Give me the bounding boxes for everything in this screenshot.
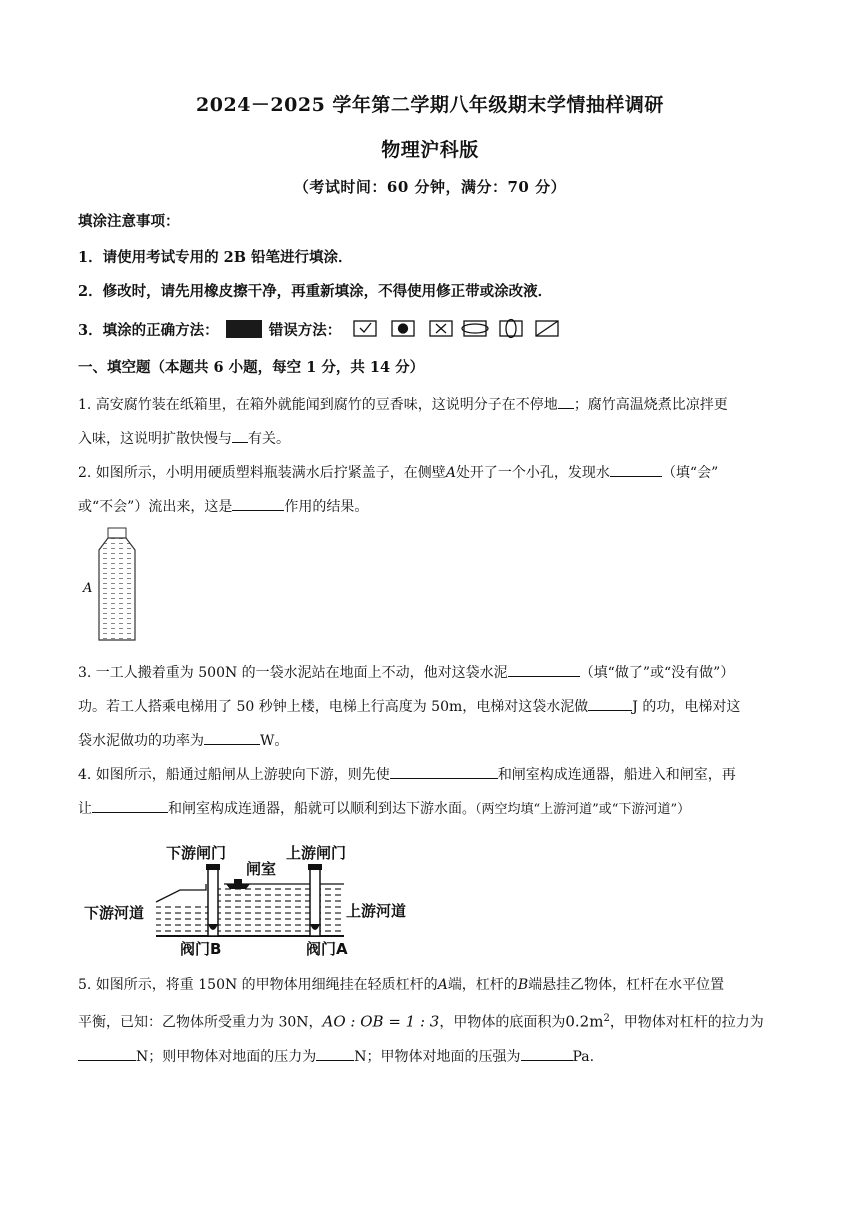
bottle-point-a-label: A <box>83 581 93 596</box>
q4-text-5: 。（两空均填“上游河道”或“下游河道”） <box>462 802 691 817</box>
wrong-fill-samples <box>352 318 582 340</box>
q5-point-a: A <box>437 977 448 993</box>
q1-text-2: ；腐竹高温烧煮比凉拌更 <box>573 397 728 413</box>
q5-area-exp: 2 <box>603 1013 610 1024</box>
q1-text-3: 入味，这说明扩散快慢与 <box>78 431 232 447</box>
exam-subtitle: 物理沪科版 <box>381 139 479 161</box>
q5-blank-3[interactable] <box>521 1042 573 1061</box>
q5-text-8: N；甲物体对地面的压强为 <box>354 1048 521 1065</box>
q4-text-3: 让 <box>78 801 92 817</box>
question-3 <box>78 656 788 758</box>
correct-fill-sample <box>226 320 262 338</box>
ship <box>226 884 250 889</box>
q5-text-6: ，甲物体对杠杆的拉力为 <box>609 1014 764 1031</box>
label-lower-gate: 下游闸门 <box>166 844 227 862</box>
section-1-heading: 一、填空题（本题共 6 小题，每空 1 分，共 14 分） <box>78 359 425 376</box>
exam-info: （考试时间：60 分钟，满分：70 分） <box>293 178 567 196</box>
q5-text-2: 端，杠杆的 <box>447 977 518 993</box>
question-2 <box>78 456 788 524</box>
chamber-water <box>216 884 312 936</box>
q3-text-3: 功。若工人搭乘电梯用了 50 秒钟上楼，电梯上行高度为 50m，电梯对这袋水泥做 <box>78 699 589 715</box>
q1-blank-1[interactable] <box>558 390 574 409</box>
bottle-cap <box>108 528 126 538</box>
label-upper-gate: 上游闸门 <box>286 844 347 862</box>
q1-text-4: 有关。 <box>248 431 290 447</box>
q2-text-5: 作用的结果。 <box>284 499 369 515</box>
label-lower-river: 下游河道 <box>84 904 145 922</box>
exam-title: 2024－2025 学年第二学期八年级期末学情抽样调研 <box>196 94 664 116</box>
q3-text-6: W。 <box>260 733 289 749</box>
q3-blank-3[interactable] <box>204 726 260 745</box>
question-5 <box>78 968 788 1074</box>
q3-text-4: J 的功，电梯对这 <box>632 699 741 715</box>
label-valve-a: 阀门A <box>306 940 348 958</box>
q5-text-5: ，甲物体的底面积为 <box>439 1014 566 1031</box>
q5-point-b: B <box>517 977 529 993</box>
question-4 <box>78 758 788 827</box>
q4-text-2: 和闸室构成连通器，船进入和闸室，再 <box>497 767 736 783</box>
lower-gate-cap <box>206 864 220 870</box>
q3-blank-2[interactable] <box>588 692 632 711</box>
ship-cabin <box>234 879 242 884</box>
q2-text-1: 2. 如图所示，小明用硬质塑料瓶装满水后拧紧盖子，在侧壁 <box>78 465 446 481</box>
q4-blank-2[interactable] <box>92 794 168 813</box>
q1-text-1: 1. 高安腐竹装在纸箱里，在箱外就能闻到腐竹的豆香味，这说明分子在不停地 <box>78 397 558 413</box>
note-item-3-label: 3．填涂的正确方法： <box>78 322 219 339</box>
ship-lock-figure <box>84 838 424 962</box>
q2-blank-2[interactable] <box>232 492 284 511</box>
q2-text-3: （填“会” <box>661 465 719 481</box>
note-item-3-wrong: 错误方法： <box>268 322 342 339</box>
label-chamber: 闸室 <box>246 860 277 878</box>
q5-text-3: 端悬挂乙物体，杠杆在水平位置 <box>528 977 725 993</box>
q2-text-2: 处开了一个小孔，发现水 <box>455 465 610 481</box>
q3-blank-1[interactable] <box>508 658 580 677</box>
q3-text-2: （填“做了”或“没有做”） <box>579 665 735 681</box>
q5-text-7: N；则甲物体对地面的压力为 <box>136 1048 317 1065</box>
q3-text-1: 3. 一工人搬着重为 500N 的一袋水泥站在地面上不动，他对这袋水泥 <box>78 665 508 681</box>
note-item-1: 1．请使用考试专用的 2B 铅笔进行填涂． <box>78 249 353 266</box>
q5-text-4: 平衡，已知：乙物体所受重力为 30N， <box>78 1014 323 1031</box>
lower-bank <box>156 884 206 902</box>
label-valve-b: 阀门B <box>180 940 222 958</box>
bottle-body <box>99 538 135 640</box>
q5-text-1: 5. 如图所示，将重 150N 的甲物体用细绳挂在轻质杠杆的 <box>78 977 438 993</box>
label-upper-river: 上游河道 <box>346 902 407 920</box>
q3-text-5: 袋水泥做功的功率为 <box>78 733 204 749</box>
q5-blank-1[interactable] <box>78 1042 136 1061</box>
lower-river-water <box>156 902 216 936</box>
q1-blank-2[interactable] <box>232 424 248 443</box>
q5-ratio: AO : OB = 1 : 3 <box>322 1012 440 1031</box>
q5-area: 0.2m <box>565 1012 604 1031</box>
bottle-figure <box>78 526 158 646</box>
q2-point-a: A <box>445 465 456 481</box>
question-1 <box>78 388 788 456</box>
notes-heading: 填涂注意事项： <box>78 213 180 230</box>
note-item-3 <box>78 318 788 343</box>
q2-blank-1[interactable] <box>610 458 662 477</box>
q4-text-1: 4. 如图所示，船通过船闸从上游驶向下游，则先使 <box>78 767 390 783</box>
upper-gate-cap <box>308 864 322 870</box>
q4-blank-1[interactable] <box>390 760 498 779</box>
q2-text-4: 或“不会”）流出来，这是 <box>78 499 233 515</box>
note-item-2: 2．修改时，请先用橡皮擦干净，再重新填涂，不得使用修正带或涂改液． <box>78 283 553 300</box>
q4-text-4: 和闸室构成连通器，船就可以顺利到达下游水面 <box>168 801 462 817</box>
q5-text-9: Pa. <box>572 1048 595 1065</box>
q5-blank-2[interactable] <box>316 1042 354 1061</box>
